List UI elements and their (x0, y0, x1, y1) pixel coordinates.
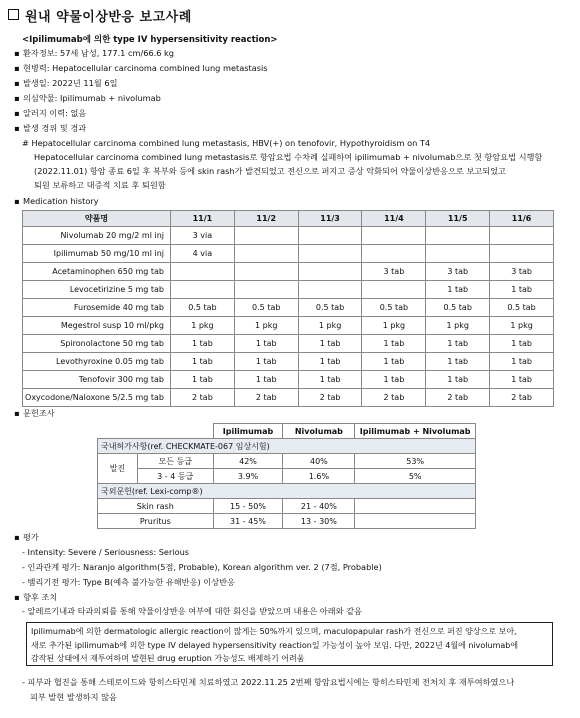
med-dose-cell: 1 tab (362, 335, 426, 353)
lit-row (98, 454, 476, 469)
onset-date (14, 78, 118, 89)
box-line-1: Ipilimumab에 의한 dermatologic allergic reaction이 많게는 50%까지 있으며, maculopapular rash가 전신으로 퍼진 양상으로 보아, (31, 627, 517, 636)
eval-line-2: - 인과관계 평가: Naranjo algorithm(5점, Probable), Korean algorithm ver. 2 (7점, Probable) (22, 562, 382, 572)
med-dose-cell (234, 227, 298, 245)
checkbox-square-icon (8, 9, 19, 20)
med-dose-cell: 1 pkg (234, 317, 298, 335)
lit-cell: 1.6% (283, 469, 355, 484)
consult-reply-box (26, 622, 553, 666)
med-dose-cell: 0.5 tab (298, 299, 362, 317)
med-dose-cell (426, 227, 490, 245)
report-title (8, 6, 192, 25)
lit-cell: 3.9% (213, 469, 283, 484)
lit-cell (355, 499, 476, 514)
med-dose-cell: 1 pkg (298, 317, 362, 335)
lit-header-cell: Nivolumab (283, 424, 355, 439)
med-dose-cell: 1 tab (426, 281, 490, 299)
med-dose-cell: 1 tab (234, 371, 298, 389)
med-dose-cell: 2 tab (490, 389, 554, 407)
med-drug-name: Furosemide 40 mg tab (23, 299, 171, 317)
course-label: 발생 경위 및 경과 (23, 123, 87, 133)
lit-cell: 40% (283, 454, 355, 469)
med-dose-cell: 1 tab (426, 371, 490, 389)
med-dose-cell: 0.5 tab (362, 299, 426, 317)
med-row (23, 263, 554, 281)
med-drug-name: Nivolumab 20 mg/2 ml inj (23, 227, 171, 245)
course-line-3: (2022.11.01) 항암 종료 6일 후 복부와 등에 skin rash가 발견되었고 전신으로 퍼지고 증상 악화되어 약물이상반응으로 보고되었고 (34, 166, 506, 176)
med-dose-cell: 1 tab (171, 371, 235, 389)
med-row (23, 371, 554, 389)
med-dose-cell: 4 via (171, 245, 235, 263)
med-dose-cell: 1 tab (298, 371, 362, 389)
med-drug-name: Levothyroxine 0.05 mg tab (23, 353, 171, 371)
bullet-icon: ▪ (14, 592, 20, 602)
med-dose-cell: 2 tab (362, 389, 426, 407)
patient-text: 환자정보: 57세 남성, 177.1 cm/66.6 kg (23, 48, 174, 58)
med-header-cell: 11/4 (362, 211, 426, 227)
lit-cell: 42% (213, 454, 283, 469)
med-dose-cell: 1 tab (298, 353, 362, 371)
lit-grade-34: 3 - 4 등급 (137, 469, 213, 484)
med-dose-cell (171, 263, 235, 281)
bullet-icon: ▪ (14, 408, 20, 418)
eval-label: 평가 (23, 532, 39, 542)
med-label: Medication history (23, 196, 99, 206)
med-row (23, 389, 554, 407)
med-header-cell: 11/1 (171, 211, 235, 227)
med-dose-cell: 1 tab (234, 335, 298, 353)
future-heading (14, 592, 57, 603)
lit-corner (98, 424, 214, 439)
med-dose-cell: 0.5 tab (234, 299, 298, 317)
bullet-icon: ▪ (14, 63, 20, 73)
med-dose-cell: 1 tab (171, 353, 235, 371)
med-dose-cell: 0.5 tab (171, 299, 235, 317)
med-drug-name: Oxycodone/Naloxone 5/2.5 mg tab (23, 389, 171, 407)
allergy-history (14, 108, 86, 119)
med-dose-cell (234, 245, 298, 263)
med-row (23, 353, 554, 371)
med-table-body (23, 227, 554, 407)
lit-domestic-label: 국내허가사항(ref. CHECKMATE-067 임상시험) (98, 439, 476, 454)
med-drug-name: Tenofovir 300 mg tab (23, 371, 171, 389)
med-drug-name: Levocetirizine 5 mg tab (23, 281, 171, 299)
title-text: 원내 약물이상반응 보고사례 (25, 10, 192, 25)
med-row (23, 245, 554, 263)
lit-row (98, 514, 476, 529)
med-dose-cell: 2 tab (426, 389, 490, 407)
literature-table (97, 423, 476, 529)
bullet-icon: ▪ (14, 78, 20, 88)
medication-table (22, 210, 554, 407)
med-dose-cell (490, 245, 554, 263)
lit-cell: 15 - 50% (213, 499, 283, 514)
med-dose-cell (234, 263, 298, 281)
med-dose-cell (362, 227, 426, 245)
med-dose-cell: 1 tab (234, 353, 298, 371)
lit-cell: 13 - 30% (283, 514, 355, 529)
med-dose-cell: 3 tab (362, 263, 426, 281)
med-dose-cell (298, 281, 362, 299)
med-header-cell: 11/6 (490, 211, 554, 227)
eval-line-3: - 뱀리기전 평가: Type B(예측 불가능한 유해반응) 이상반응 (22, 577, 235, 587)
lit-section-row (98, 484, 476, 499)
allergy-text: 알러지 이력: 없음 (23, 108, 87, 118)
med-header-row (23, 211, 554, 227)
med-dose-cell: 2 tab (171, 389, 235, 407)
med-dose-cell: 1 tab (490, 335, 554, 353)
bullet-icon: ▪ (14, 93, 20, 103)
suspect-drug (14, 93, 161, 104)
lit-cell: 53% (355, 454, 476, 469)
med-dose-cell (362, 245, 426, 263)
lit-cell (355, 514, 476, 529)
history-text: 현병력: Hepatocellular carcinoma combined lung metastasis (23, 63, 268, 73)
lit-cell: 21 - 40% (283, 499, 355, 514)
bullet-icon: ▪ (14, 108, 20, 118)
lit-row (98, 469, 476, 484)
evaluation-heading (14, 532, 39, 543)
med-row (23, 317, 554, 335)
med-dose-cell: 2 tab (298, 389, 362, 407)
lit-cell: 31 - 45% (213, 514, 283, 529)
literature-heading (14, 408, 55, 419)
med-dose-cell: 3 tab (490, 263, 554, 281)
med-row (23, 299, 554, 317)
bullet-icon: ▪ (14, 532, 20, 542)
med-dose-cell: 1 pkg (171, 317, 235, 335)
future-line-1: - 알레르기내과 타과의뢰를 통해 약물이상반응 여부에 대한 회신을 받았으며 내용은 아래와 같음 (22, 606, 363, 616)
suspect-text: 의심약물: Ipilimumab + nivolumab (23, 93, 161, 103)
med-dose-cell (298, 263, 362, 281)
bullet-icon: ▪ (14, 48, 20, 58)
med-row (23, 281, 554, 299)
med-dose-cell (362, 281, 426, 299)
future-line-2a: - 피부과 협진을 통해 스테로이드와 항히스타민제 치료하였고 2022.11.25 2번째 항암요법시에는 항히스타민제 전처치 후 재투여하였으나 (22, 677, 515, 687)
report-subtitle: <Ipilimumab에 의한 type IV hypersensitivity reaction> (22, 35, 278, 45)
med-dose-cell: 0.5 tab (426, 299, 490, 317)
lit-foreign-label: 국외문헌(ref. Lexi-comp®) (98, 484, 476, 499)
med-header-cell: 11/5 (426, 211, 490, 227)
med-header-cell: 11/3 (298, 211, 362, 227)
med-row (23, 335, 554, 353)
lit-header-cell: Ipilimumab (213, 424, 283, 439)
med-dose-cell (298, 245, 362, 263)
lit-header-row (98, 424, 476, 439)
med-dose-cell: 1 tab (171, 335, 235, 353)
course-heading (14, 123, 86, 134)
med-dose-cell: 1 pkg (490, 317, 554, 335)
med-dose-cell (234, 281, 298, 299)
med-header-cell: 약품명 (23, 211, 171, 227)
lit-cell: 5% (355, 469, 476, 484)
future-label: 향후 조치 (23, 592, 58, 602)
lit-row (98, 499, 476, 514)
med-dose-cell: 1 tab (490, 281, 554, 299)
med-header-cell: 11/2 (234, 211, 298, 227)
med-dose-cell: 1 pkg (362, 317, 426, 335)
med-drug-name: Ipilimumab 50 mg/10 ml inj (23, 245, 171, 263)
med-dose-cell (298, 227, 362, 245)
med-row (23, 227, 554, 245)
current-history (14, 63, 268, 74)
med-dose-cell: 1 tab (426, 353, 490, 371)
med-dose-cell: 1 tab (362, 353, 426, 371)
lit-label: 문헌조사 (23, 408, 55, 418)
med-dose-cell (490, 227, 554, 245)
med-history-heading (14, 196, 99, 206)
med-drug-name: Megestrol susp 10 ml/pkg (23, 317, 171, 335)
med-dose-cell: 1 tab (362, 371, 426, 389)
course-line-4: 퇴원 보류하고 대증적 치료 후 퇴원함 (34, 180, 166, 190)
box-line-3: 감작된 상태에서 재투여하며 발현된 drug eruption 가능성도 배제하기 어려움 (31, 654, 305, 663)
med-dose-cell: 2 tab (234, 389, 298, 407)
med-dose-cell: 0.5 tab (490, 299, 554, 317)
med-dose-cell: 1 pkg (426, 317, 490, 335)
lit-section-row (98, 439, 476, 454)
med-dose-cell: 3 tab (426, 263, 490, 281)
med-drug-name: Spironolactone 50 mg tab (23, 335, 171, 353)
course-line-1: # Hepatocellular carcinoma combined lung metastasis, HBV(+) on tenofovir, Hypothyroidism on T4 (22, 138, 431, 148)
bullet-icon: ▪ (14, 196, 20, 206)
box-line-2: 새로 추가된 ipilimumab에 의한 type IV delayed hypersensitivity reaction일 가능성이 높아 보임. 다만, 2022년 4월에 nivolumab에 (31, 640, 519, 650)
bullet-icon: ▪ (14, 123, 20, 133)
onset-text: 발생일: 2022년 11월 6일 (23, 78, 118, 88)
med-dose-cell: 1 tab (490, 353, 554, 371)
med-dose-cell (171, 281, 235, 299)
lit-cell: Skin rash (98, 499, 214, 514)
med-dose-cell: 1 tab (426, 335, 490, 353)
med-drug-name: Acetaminophen 650 mg tab (23, 263, 171, 281)
eval-line-1: - Intensity: Severe / Seriousness: Serious (22, 547, 190, 557)
lit-grade-all: 모든 등급 (137, 454, 213, 469)
med-dose-cell: 3 via (171, 227, 235, 245)
course-line-2: Hepatocellular carcinoma combined lung metastasis로 항암요법 수차례 실패하여 ipilimumab + nivolumab으로 첫 항암요법 시행함 (34, 152, 543, 162)
med-dose-cell: 1 tab (298, 335, 362, 353)
med-dose-cell: 1 tab (490, 371, 554, 389)
future-line-2b: 피부 발현 발생하지 않음 (30, 692, 117, 702)
patient-info (14, 48, 174, 59)
lit-rash-label: 발진 (98, 454, 138, 484)
lit-cell: Pruritus (98, 514, 214, 529)
lit-header-cell: Ipilimumab + Nivolumab (355, 424, 476, 439)
med-dose-cell (426, 245, 490, 263)
